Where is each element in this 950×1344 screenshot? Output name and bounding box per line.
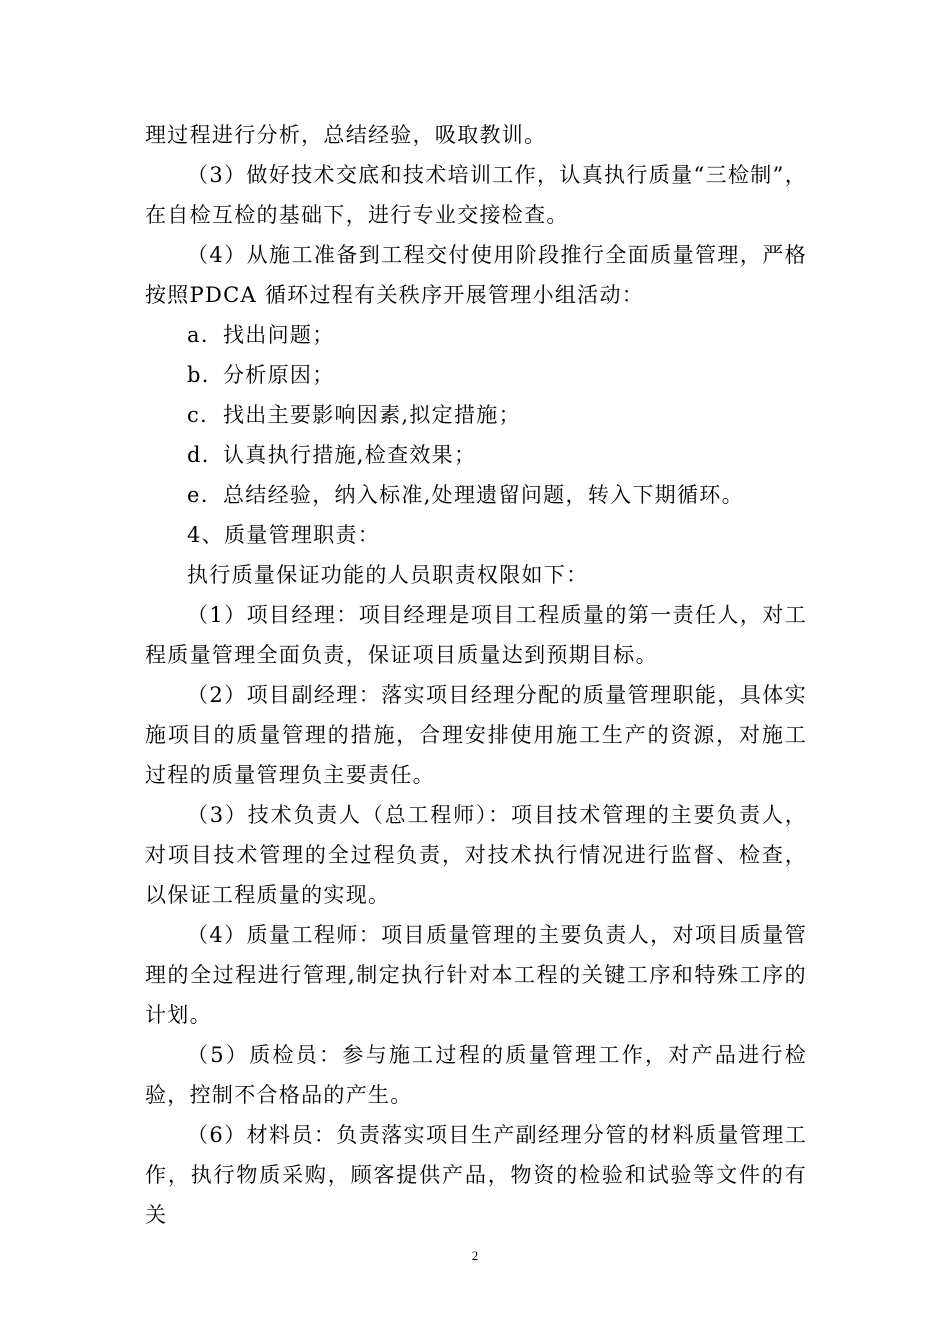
list-item [145, 475, 807, 515]
section-heading-quality-duties: 4、质量管理职责： [187, 523, 381, 547]
list-marker: c. [187, 403, 209, 427]
paragraph-duties-intro: 执行质量保证功能的人员职责权限如下： [187, 563, 589, 587]
paragraph-quality-engineer: （4）质量工程师：项目质量管理的主要负责人，对项目质量管理的全过程进行管理,制定执行针对本工程的关键工序和特殊工序的计划。 [145, 923, 807, 1027]
page-number: 2 [471, 1248, 479, 1263]
list-marker: e. [187, 483, 209, 507]
list-item-text: 找出问题； [223, 323, 335, 347]
list-marker: d. [187, 443, 210, 467]
paragraph-chief-engineer: （3）技术负责人（总工程师）：项目技术管理的主要负责人，对项目技术管理的全过程负责，对技术执行情况进行监督、检查，以保证工程质量的实现。 [145, 803, 807, 907]
list-item [145, 315, 807, 355]
paragraph-pdca: （4）从施工准备到工程交付使用阶段推行全面质量管理，严格按照PDCA 循环过程有关秩序开展管理小组活动： [145, 243, 807, 307]
list-item-text: 分析原因； [223, 363, 335, 387]
paragraph-continuation: 理过程进行分析，总结经验，吸取教训。 [145, 123, 547, 147]
list-item [145, 435, 807, 475]
list-marker: b. [187, 363, 210, 387]
list-item-text: 认真执行措施,检查效果； [223, 443, 477, 467]
list-item-text: 总结经验，纳入标准,处理遗留问题，转入下期循环。 [223, 483, 744, 507]
document-body [145, 115, 807, 1235]
paragraph-inspector: （5）质检员：参与施工过程的质量管理工作，对产品进行检验，控制不合格品的产生。 [145, 1043, 807, 1107]
list-marker: a. [187, 323, 209, 347]
paragraph-project-manager: （1）项目经理：项目经理是项目工程质量的第一责任人，对工程质量管理全面负责，保证项目质量达到预期目标。 [145, 603, 807, 667]
list-item [145, 395, 807, 435]
list-item [145, 355, 807, 395]
paragraph-tech-briefing: （3）做好技术交底和技术培训工作，认真执行质量“三检制”，在自检互检的基础下，进行专业交接检查。 [145, 163, 807, 227]
paragraph-deputy-manager: （2）项目副经理：落实项目经理分配的质量管理职能，具体实施项目的质量管理的措施，合理安排使用施工生产的资源，对施工过程的质量管理负主要责任。 [145, 683, 807, 787]
list-item-text: 找出主要影响因素,拟定措施； [223, 403, 521, 427]
paragraph-material-clerk: （6）材料员：负责落实项目生产副经理分管的材料质量管理工作，执行物质采购，顾客提供产品，物资的检验和试验等文件的有关 [145, 1123, 807, 1227]
